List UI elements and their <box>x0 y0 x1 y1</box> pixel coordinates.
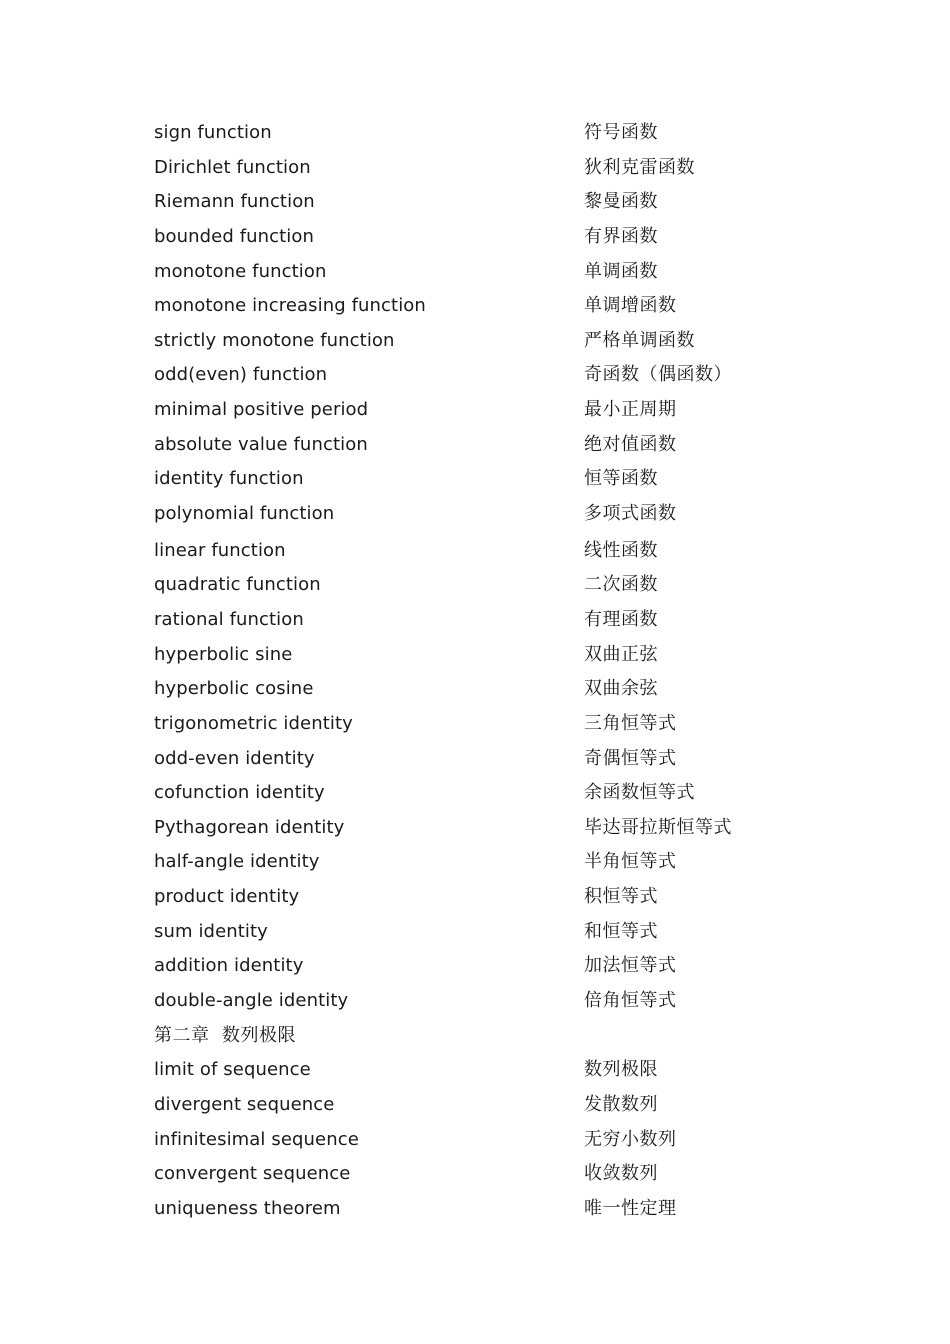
term-english: odd-even identity <box>154 747 315 769</box>
term-chinese: 恒等函数 <box>584 468 658 490</box>
term-english: linear function <box>154 539 286 561</box>
term-english: polynomial function <box>154 503 335 525</box>
term-chinese: 毕达哥拉斯恒等式 <box>584 816 732 838</box>
term-chinese: 单调函数 <box>584 260 658 282</box>
term-english: strictly monotone function <box>154 329 395 351</box>
term-chinese: 有界函数 <box>584 225 658 247</box>
term-chinese: 唯一性定理 <box>584 1197 677 1219</box>
term-english: limit of sequence <box>154 1059 311 1081</box>
glossary-row <box>154 880 794 915</box>
glossary-row <box>154 638 794 673</box>
glossary-row <box>154 1088 794 1123</box>
term-chinese: 三角恒等式 <box>584 712 677 734</box>
glossary-row <box>154 568 794 603</box>
term-english: monotone increasing function <box>154 295 426 317</box>
term-chinese: 收敛数列 <box>584 1163 658 1185</box>
term-english: addition identity <box>154 955 304 977</box>
glossary-row <box>154 324 794 359</box>
term-english: hyperbolic sine <box>154 643 293 665</box>
term-chinese: 狄利克雷函数 <box>584 156 695 178</box>
term-english: cofunction identity <box>154 782 325 804</box>
term-english: double-angle identity <box>154 990 349 1012</box>
term-english: trigonometric identity <box>154 712 353 734</box>
term-english: minimal positive period <box>154 399 369 421</box>
term-english: divergent sequence <box>154 1093 335 1115</box>
glossary-row <box>154 672 794 707</box>
term-english: bounded function <box>154 225 315 247</box>
term-english: Dirichlet function <box>154 156 311 178</box>
glossary-row <box>154 1192 794 1227</box>
glossary-row <box>154 776 794 811</box>
glossary-row <box>154 428 794 463</box>
glossary-row <box>154 255 794 290</box>
term-english: monotone function <box>154 260 327 282</box>
term-english: quadratic function <box>154 574 321 596</box>
term-english: product identity <box>154 886 300 908</box>
term-chinese: 和恒等式 <box>584 920 658 942</box>
term-chinese: 积恒等式 <box>584 886 658 908</box>
term-english: convergent sequence <box>154 1163 351 1185</box>
glossary-row <box>154 707 794 742</box>
term-chinese: 无穷小数列 <box>584 1128 677 1150</box>
term-chinese: 绝对值函数 <box>584 433 677 455</box>
term-chinese: 数列极限 <box>584 1059 658 1081</box>
term-chinese: 倍角恒等式 <box>584 990 677 1012</box>
term-chinese: 最小正周期 <box>584 399 677 421</box>
glossary-row <box>154 949 794 984</box>
term-chinese: 单调增函数 <box>584 295 677 317</box>
term-chinese: 双曲正弦 <box>584 643 658 665</box>
glossary-list <box>154 116 794 1227</box>
term-chinese: 半角恒等式 <box>584 851 677 873</box>
glossary-row <box>154 151 794 186</box>
glossary-row <box>154 185 794 220</box>
glossary-row <box>154 1157 794 1192</box>
term-english: identity function <box>154 468 304 490</box>
term-chinese: 双曲余弦 <box>584 678 658 700</box>
term-english: sum identity <box>154 920 268 942</box>
term-english: sign function <box>154 122 272 143</box>
glossary-row <box>154 220 794 255</box>
term-english: half-angle identity <box>154 851 320 873</box>
glossary-row <box>154 358 794 393</box>
glossary-row <box>154 845 794 880</box>
glossary-row <box>154 811 794 846</box>
term-english: absolute value function <box>154 433 368 455</box>
term-chinese: 奇偶恒等式 <box>584 747 677 769</box>
term-english: Riemann function <box>154 191 315 213</box>
chapter-heading: 第二章 数列极限 <box>154 1024 296 1046</box>
glossary-row <box>154 116 794 151</box>
term-chinese: 余函数恒等式 <box>584 782 695 804</box>
term-english: uniqueness theorem <box>154 1197 341 1219</box>
term-english: Pythagorean identity <box>154 816 345 838</box>
term-english: rational function <box>154 608 304 630</box>
term-chinese: 发散数列 <box>584 1093 658 1115</box>
term-english: odd(even) function <box>154 364 328 386</box>
glossary-row <box>154 393 794 428</box>
term-chinese: 奇函数（偶函数） <box>584 364 732 386</box>
glossary-row <box>154 497 794 532</box>
term-chinese: 二次函数 <box>584 574 658 596</box>
glossary-row <box>154 534 794 569</box>
term-chinese: 黎曼函数 <box>584 191 658 213</box>
term-chinese: 严格单调函数 <box>584 329 695 351</box>
term-chinese: 线性函数 <box>584 539 658 561</box>
term-chinese: 加法恒等式 <box>584 955 677 977</box>
term-chinese: 符号函数 <box>584 122 658 143</box>
glossary-row <box>154 984 794 1019</box>
term-english: hyperbolic cosine <box>154 678 314 700</box>
glossary-row <box>154 462 794 497</box>
glossary-row <box>154 1053 794 1088</box>
glossary-row <box>154 742 794 777</box>
glossary-row <box>154 289 794 324</box>
term-chinese: 有理函数 <box>584 608 658 630</box>
glossary-row <box>154 915 794 950</box>
chapter-heading-row <box>154 1019 794 1054</box>
term-chinese: 多项式函数 <box>584 503 677 525</box>
glossary-row <box>154 1123 794 1158</box>
term-english: infinitesimal sequence <box>154 1128 359 1150</box>
glossary-row <box>154 603 794 638</box>
